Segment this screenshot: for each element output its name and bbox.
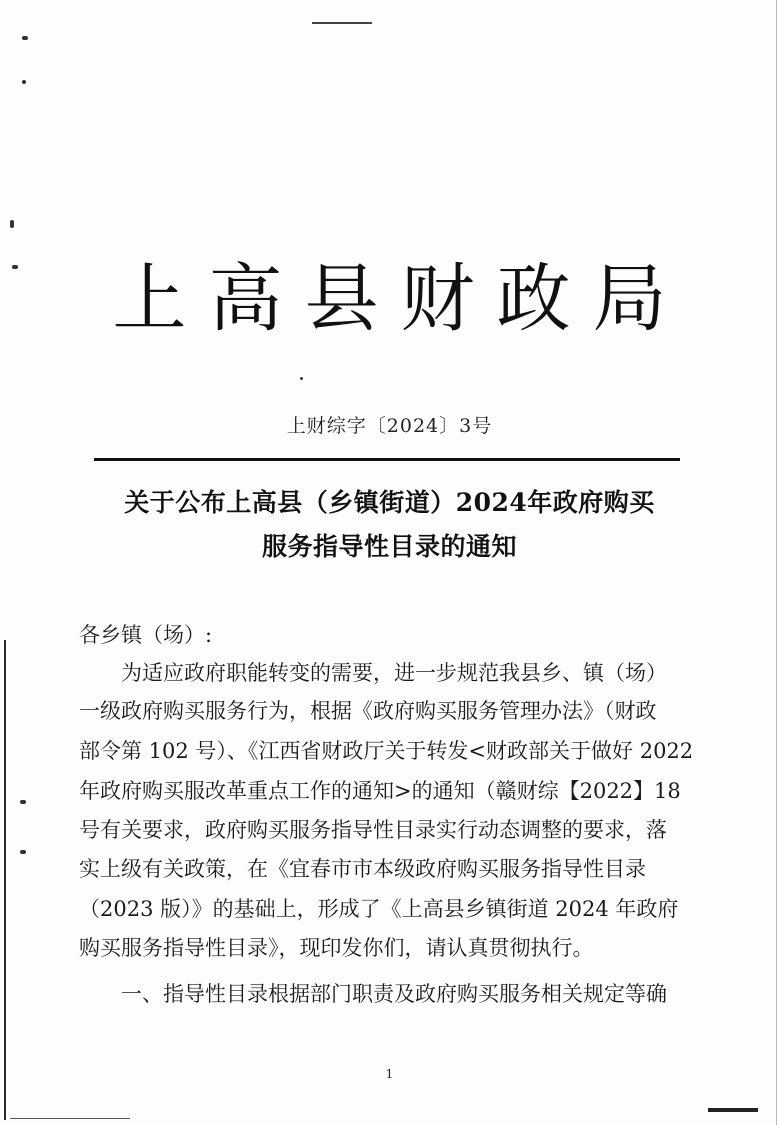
body-line: 年政府购买服改革重点工作的通知>的通知（赣财综【2022】18 [79, 779, 681, 803]
notice-title-line-1: 关于公布上高县（乡镇街道）2024年政府购买 [124, 488, 655, 517]
scan-speck [20, 850, 26, 854]
body-line: 一、指导性目录根据部门职责及政府购买服务相关规定等确 [79, 982, 667, 1006]
scan-artifact-bottom-mark [708, 1108, 758, 1112]
scan-speck [20, 800, 26, 804]
scan-speck [10, 220, 14, 228]
body-line: 为适应政府职能转变的需要，进一步规范我县乡、镇（场） [79, 661, 667, 685]
header-divider [94, 458, 680, 461]
body-line: 号有关要求，政府购买服务指导性目录实行动态调整的要求，落 [79, 818, 667, 842]
document-number: 上财综字〔2024〕3号 [286, 415, 493, 437]
body-line: 一级政府购买服务行为，根据《政府购买服务管理办法》（财政 [79, 699, 657, 723]
page-number: 1 [385, 1067, 394, 1081]
notice-title-line-2: 服务指导性目录的通知 [261, 532, 517, 561]
salutation: 各乡镇（场）: [79, 623, 213, 647]
body-line: （2023 版）》的基础上，形成了《上高县乡镇街道 2024 年政府 [79, 897, 679, 921]
scan-edge-left [4, 640, 6, 1120]
body-line: 部令第 102 号）、《江西省财政厅关于转发<财政部关于做好 2022 [79, 739, 694, 763]
scan-artifact-bottom-line [10, 1118, 130, 1119]
scan-speck [22, 36, 28, 40]
body-line: 购买服务指导性目录》，现印发你们，请认真贯彻执行。 [79, 936, 594, 960]
scan-speck [22, 80, 26, 84]
scan-speck [300, 377, 303, 380]
org-title: 上高县财政局 [112, 256, 689, 342]
body-line: 实上级有关政策，在《宜春市市本级政府购买服务指导性目录 [79, 857, 646, 881]
scan-artifact-top-dash [312, 22, 372, 24]
